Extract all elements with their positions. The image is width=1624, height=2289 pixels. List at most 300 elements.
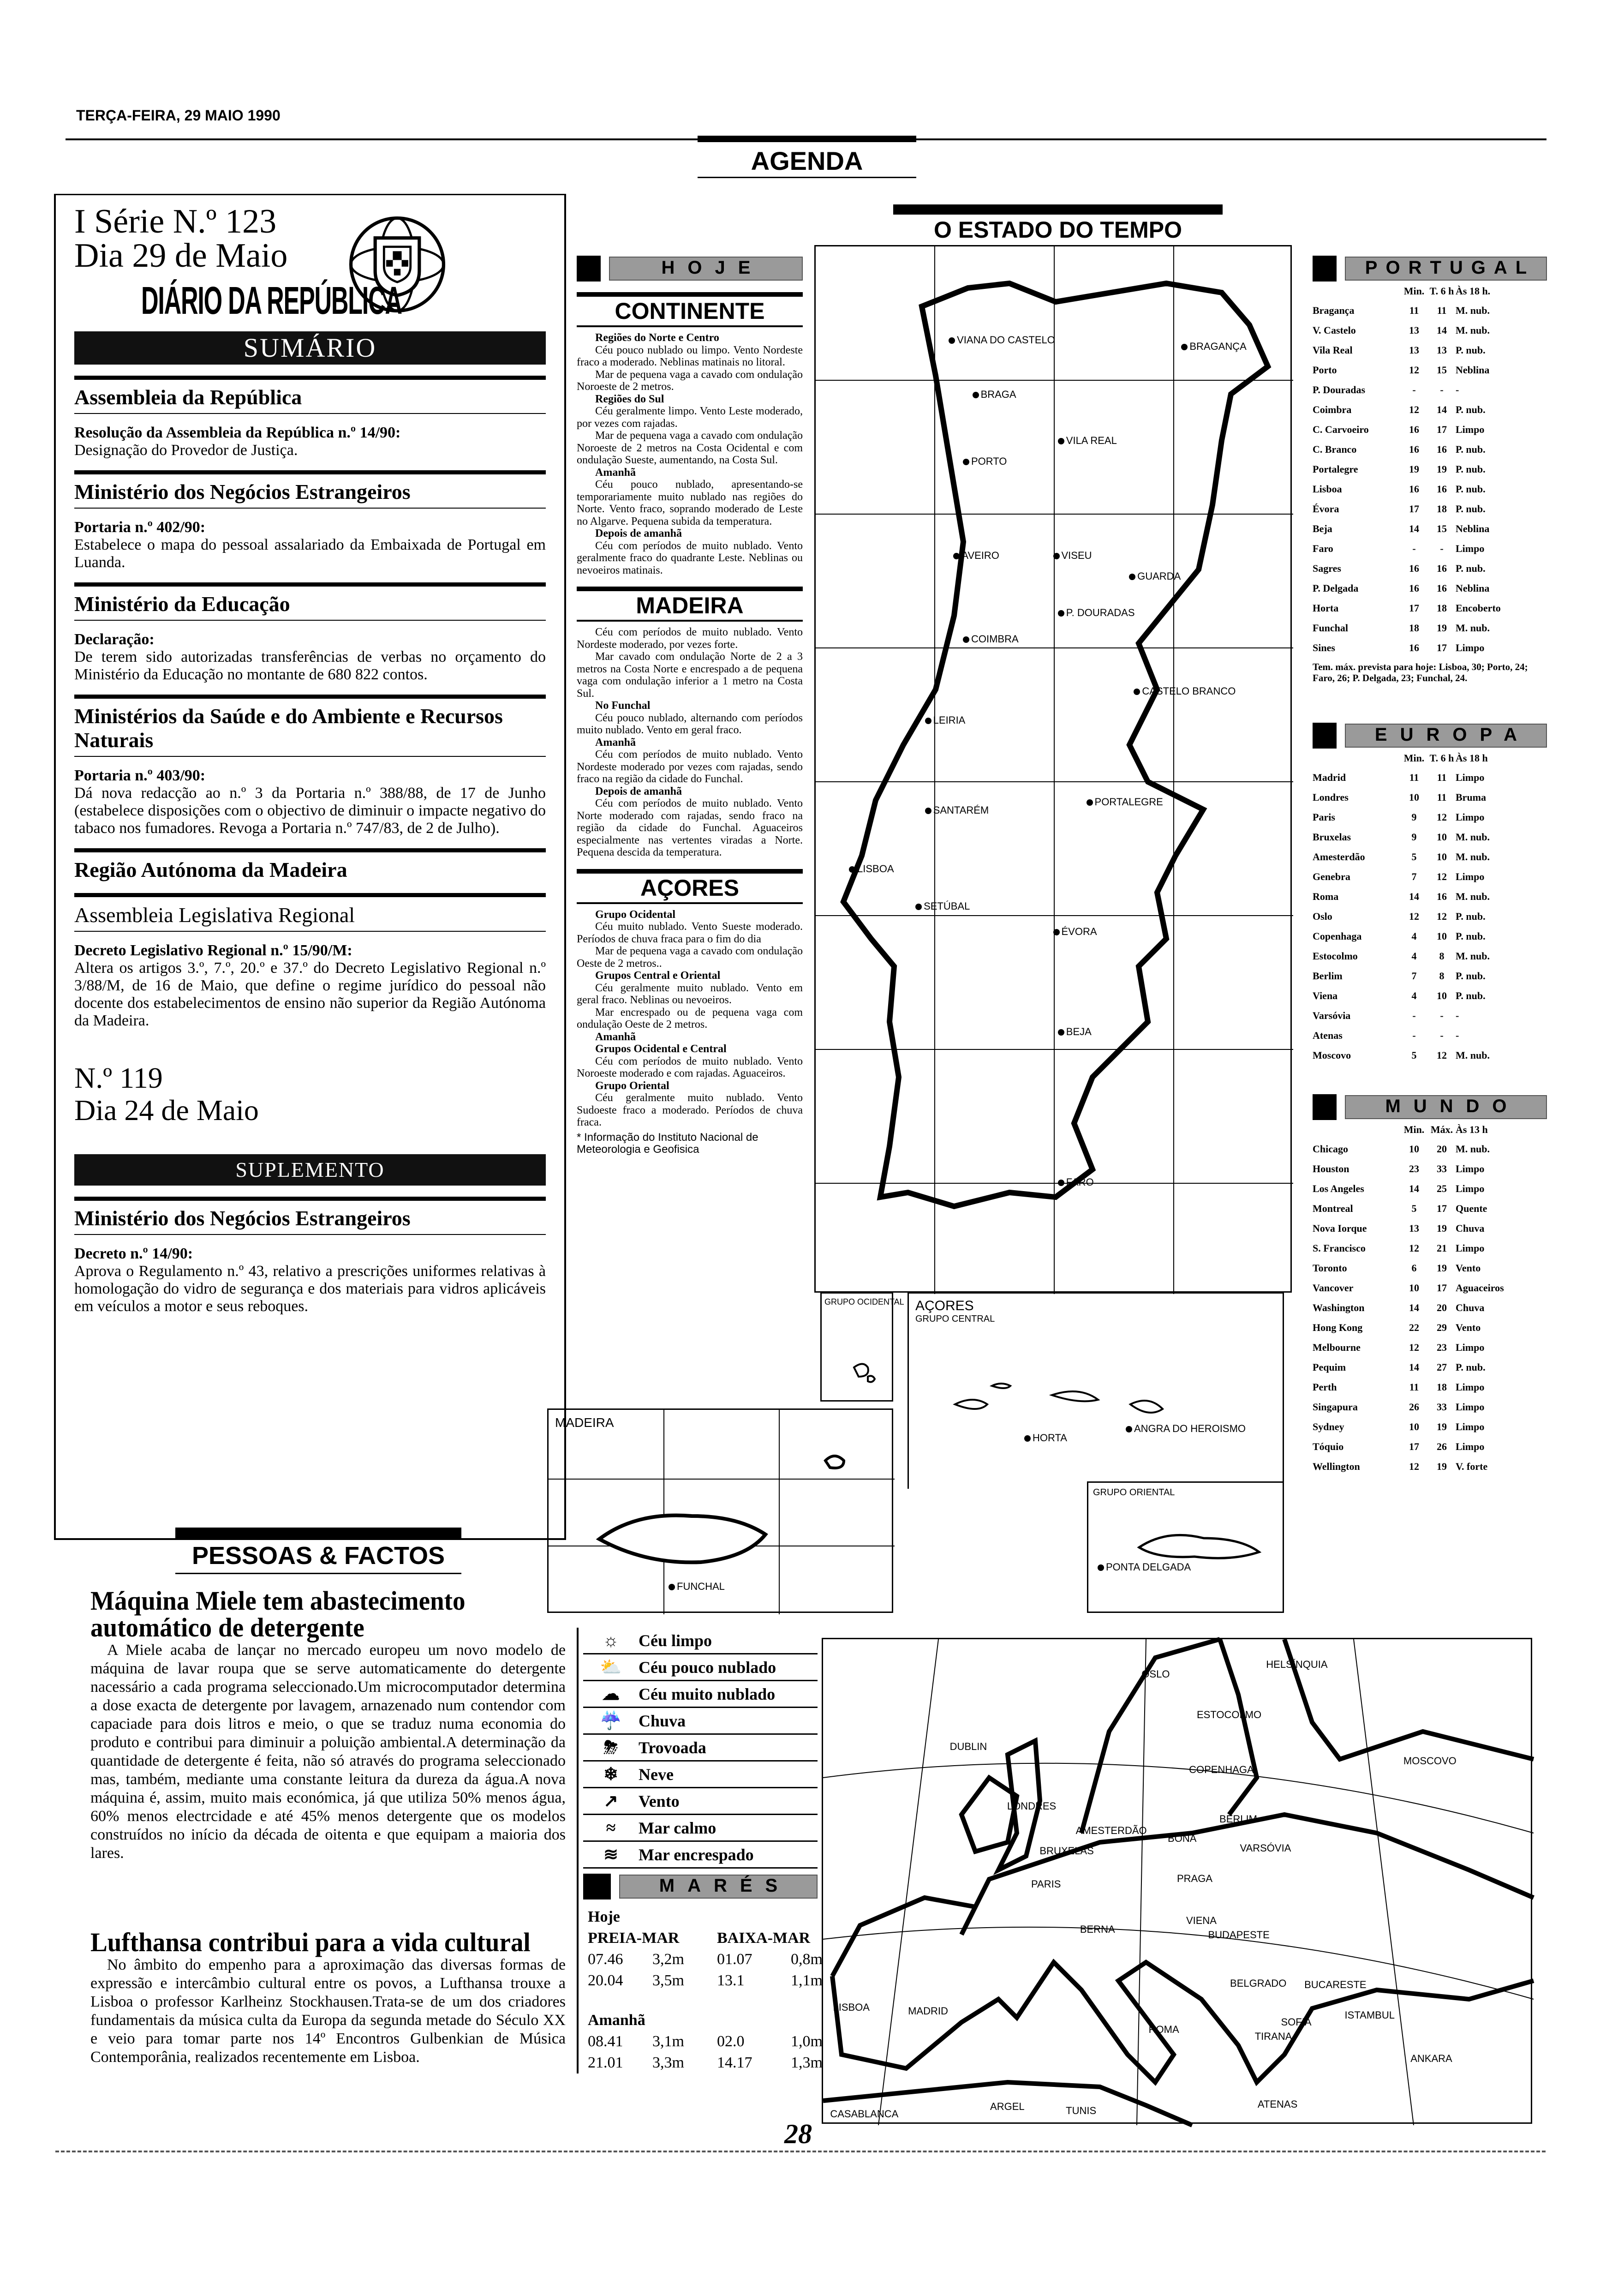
- section-subheading: Assembleia Legislativa Regional: [74, 903, 355, 927]
- condition: P. nub.: [1456, 403, 1486, 415]
- condition: P. nub.: [1456, 970, 1486, 982]
- table-row: [1313, 1397, 1547, 1417]
- city-label: SOFIA: [1281, 2016, 1312, 2028]
- temperature: 13: [1437, 344, 1447, 356]
- table-row: [1313, 926, 1547, 946]
- temperature: 19: [1437, 463, 1447, 475]
- condition: P. nub.: [1456, 562, 1486, 574]
- city-label: TUNIS: [1066, 2105, 1097, 2117]
- forecast-subheading: Grupo Oriental: [595, 1079, 669, 1092]
- temperature: 6: [1411, 1262, 1417, 1274]
- temperature: 17: [1409, 1440, 1419, 1452]
- tide-height: 3,5m: [652, 1972, 684, 1989]
- forecast-text: Mar de pequena vaga a cavado com ondulação Noroeste de 2 metros na Costa Ocidental e com ondulação Sueste, aumentando, na Costa Sul.: [577, 430, 803, 466]
- divider: [74, 620, 546, 621]
- temperature: 10: [1437, 851, 1447, 863]
- temperature: 16: [1437, 443, 1447, 455]
- city-label: MOSCOVO: [1403, 1755, 1457, 1767]
- temperature: 4: [1411, 930, 1417, 942]
- city-label: AMESTERDÃO: [1075, 1825, 1147, 1837]
- forecast-subheading: Regiões do Norte e Centro: [595, 332, 719, 344]
- temperature: -: [1412, 542, 1416, 554]
- city-label: VISEU: [1053, 550, 1092, 562]
- temperature: 26: [1409, 1401, 1419, 1413]
- temperature: 20: [1437, 1301, 1447, 1313]
- page-bottom-rule: [55, 2151, 1546, 2152]
- temperature: 17: [1409, 602, 1419, 614]
- city-label: LEIRIA: [925, 714, 966, 726]
- tide-height: 1,0m: [791, 2033, 823, 2050]
- city-name: Singapura: [1313, 1401, 1358, 1413]
- city-label: OSLO: [1141, 1668, 1170, 1680]
- city-label: P. DOURADAS: [1058, 607, 1135, 619]
- temperature: 27: [1437, 1361, 1447, 1373]
- temperature: 16: [1409, 483, 1419, 495]
- city-name: Sydney: [1313, 1420, 1344, 1432]
- item-label: Portaria n.º 402/90:: [74, 519, 206, 536]
- temperature: -: [1412, 1009, 1416, 1021]
- divider: [74, 582, 546, 587]
- city-label: BUCARESTE: [1304, 1979, 1367, 1991]
- condition: -: [1456, 383, 1459, 395]
- city-label: GUARDA: [1129, 570, 1181, 582]
- temperature: 19: [1437, 1460, 1447, 1472]
- city-name: Estocolmo: [1313, 950, 1358, 962]
- condition: -: [1456, 1009, 1459, 1021]
- temperature: 21: [1437, 1242, 1447, 1254]
- mundo-band: [1313, 1094, 1547, 1121]
- tide-height: 3,3m: [652, 2054, 684, 2071]
- table-row: [1313, 499, 1547, 519]
- city-label: ISTAMBUL: [1344, 2009, 1395, 2021]
- forecast-subheading: Grupos Central e Oriental: [595, 970, 721, 982]
- forecast-text: Céu pouco nublado ou limpo. Vento Nordeste fraco a moderado. Neblinas matinais no litoral.: [577, 344, 803, 368]
- legend-item: [583, 1654, 818, 1681]
- city-name: Horta: [1313, 602, 1339, 614]
- table-row: [1313, 360, 1547, 380]
- condition: Limpo: [1456, 1341, 1485, 1353]
- item-text: Altera os artigos 3.º, 7.º, 20.º e 37.º do Decreto Legislativo Regional n.º 3/88/M, de 16 de Maio, que define o regime jurídico do pessoal não docente dos estabelecimentos de ensino não superior da Região Autónoma da Madeira.: [74, 959, 546, 1029]
- city-name: Chicago: [1313, 1143, 1348, 1155]
- madeira-forecast: [577, 626, 803, 859]
- table-row: [1313, 1045, 1547, 1065]
- temperature: 14: [1409, 1182, 1419, 1194]
- condition: Limpo: [1456, 1162, 1485, 1174]
- temperature: 8: [1439, 950, 1445, 962]
- temperature: 19: [1437, 622, 1447, 634]
- portugal-map: [814, 245, 1292, 1293]
- legend-item: [583, 1708, 818, 1735]
- condition: Chuva: [1456, 1301, 1485, 1313]
- city-name: Londres: [1313, 791, 1349, 803]
- temperature: 11: [1437, 304, 1447, 316]
- condition: Vento: [1456, 1262, 1481, 1274]
- source-note: * Informação do Instituto Nacional de Meteorologia e Geofisica: [577, 1131, 758, 1156]
- tide-row: [588, 2031, 823, 2052]
- city-label: BRAGA: [973, 389, 1016, 401]
- temperature: 18: [1437, 1381, 1447, 1393]
- table-row: [1313, 867, 1547, 887]
- city-name: Nova Iorque: [1313, 1222, 1367, 1234]
- table-row: [1313, 1318, 1547, 1337]
- city-label: COPENHAGA: [1189, 1764, 1254, 1776]
- forecast-subheading: Amanhã: [595, 1031, 636, 1043]
- temperature: 23: [1409, 1162, 1419, 1174]
- city-label: ATENAS: [1257, 2098, 1298, 2110]
- table-row: [1313, 787, 1547, 807]
- temperature: 10: [1437, 989, 1447, 1001]
- temperature: 7: [1411, 970, 1417, 982]
- city-name: Évora: [1313, 503, 1339, 515]
- table-row: [1313, 578, 1547, 598]
- table-row: [1313, 400, 1547, 419]
- temperature: 11: [1437, 771, 1447, 783]
- table-row: [1313, 1238, 1547, 1258]
- condition: M. nub.: [1456, 950, 1490, 962]
- item-label: Portaria n.º 403/90:: [74, 767, 206, 784]
- temperature: 5: [1411, 1049, 1417, 1061]
- table-row: [1313, 558, 1547, 578]
- legend-item: [583, 1681, 818, 1708]
- city-name: C. Carvoeiro: [1313, 423, 1369, 435]
- map-label: GRUPO CENTRAL: [915, 1314, 995, 1324]
- table-row: [1313, 1377, 1547, 1397]
- temperature: 16: [1437, 483, 1447, 495]
- forecast-text: Céu com períodos de muito nublado. Vento Nordeste moderado, por vezes forte.: [577, 626, 803, 651]
- table-row: [1313, 1437, 1547, 1456]
- condition: P. nub.: [1456, 344, 1486, 356]
- temperature: 14: [1437, 403, 1447, 415]
- tide-time: 01.07: [717, 1951, 752, 1968]
- temperature: 18: [1437, 503, 1447, 515]
- tide-height: 1,3m: [791, 2054, 823, 2071]
- temperature: 9: [1411, 811, 1417, 823]
- acores-heading: AÇORES: [577, 869, 803, 904]
- city-name: Faro: [1313, 542, 1333, 554]
- forecast-subheading: Depois de amanhã: [595, 785, 682, 797]
- forecast-text: Mar de pequena vaga a cavado com ondulação Noroeste de 2 metros.: [577, 368, 803, 393]
- temperature: 14: [1437, 324, 1447, 336]
- forecast-text: Céu com períodos de muito nublado. Vento geralmente fraco do quadrante Leste. Neblinas ou nevoeiros matinais.: [577, 539, 803, 576]
- temperature: 18: [1409, 622, 1419, 634]
- city-label: TIRANA: [1254, 2031, 1292, 2043]
- section-heading: Ministério da Educação: [74, 592, 290, 616]
- temperature: 13: [1409, 344, 1419, 356]
- europa-label: EUROPA: [1345, 724, 1547, 748]
- weather-legend: [577, 1628, 823, 2073]
- legend-label: Trovoada: [639, 1738, 706, 1757]
- condition: Limpo: [1456, 1242, 1485, 1254]
- divider: [74, 1234, 546, 1235]
- city-label: CASABLANCA: [830, 2108, 899, 2120]
- europa-band: [1313, 722, 1547, 749]
- article-body: No âmbito do empenho para a aproximação das diversas formas de expressão e intercâmbio cultural entre os povos, a Lufthansa trouxe a Lisboa o professor Karlheinz Stockhausen.Trata-se de um dos criadores fundamentais da música culta da Europa da segunda metade do Século XX e veio para tomar parte nos 14º Encontros Gulbenkian de Música Contemporânia, realizados recentemente em Lisboa.: [90, 1956, 566, 2066]
- condition: Limpo: [1456, 1381, 1485, 1393]
- map-title: MADEIRA: [555, 1415, 614, 1430]
- tide-time: 14.17: [717, 2054, 752, 2071]
- item-label: Resolução da Assembleia da República n.º 14/90:: [74, 424, 401, 441]
- temperature: -: [1412, 1029, 1416, 1041]
- condition: P. nub.: [1456, 989, 1486, 1001]
- city-name: Los Angeles: [1313, 1182, 1364, 1194]
- table-row: [1313, 1218, 1547, 1238]
- divider: [74, 931, 546, 932]
- table-row: [1313, 380, 1547, 400]
- table-row: [1313, 1337, 1547, 1357]
- city-name: Houston: [1313, 1162, 1349, 1174]
- forecast-text: Céu pouco nublado, apresentando-se temporariamente muito nublado nas regiões do Norte. Vento fraco, soprando moderado de Leste no Algarve. Pequena subida da temperatura.: [577, 479, 803, 527]
- table-row: [1313, 966, 1547, 986]
- europa-table: [1313, 749, 1547, 1065]
- temperature: 16: [1409, 641, 1419, 653]
- legend-label: Céu limpo: [639, 1631, 712, 1650]
- table-row: [1313, 340, 1547, 360]
- tide-time: 08.41: [588, 2033, 623, 2050]
- item-text: Designação do Provedor de Justiça.: [74, 442, 298, 459]
- mares-band: [583, 1873, 818, 1900]
- divider: [74, 413, 546, 414]
- city-label: FARO: [1058, 1176, 1094, 1188]
- low-tide-header: BAIXA-MAR: [717, 1929, 811, 1947]
- serie-number: I Série N.º 123: [74, 203, 277, 240]
- map-grupo-oriental: [1087, 1481, 1284, 1613]
- temperature: 14: [1409, 1361, 1419, 1373]
- temperature: 14: [1409, 890, 1419, 902]
- temperature: 22: [1409, 1321, 1419, 1333]
- city-name: V. Castelo: [1313, 324, 1356, 336]
- table-row: [1313, 1417, 1547, 1437]
- condition: M. nub.: [1456, 304, 1490, 316]
- column-header: Min.: [1403, 752, 1425, 764]
- snow-icon: ❄: [603, 1765, 618, 1784]
- city-label: PORTO: [963, 455, 1007, 467]
- temperature: 17: [1437, 423, 1447, 435]
- temperature: 12: [1437, 910, 1447, 922]
- city-label: MADRID: [908, 2005, 948, 2017]
- column-header: T. 6 h: [1429, 752, 1454, 764]
- city-name: Wellington: [1313, 1460, 1360, 1472]
- table-row: [1313, 519, 1547, 539]
- condition: Chuva: [1456, 1222, 1485, 1234]
- forecast-text: Céu geralmente limpo. Vento Leste moderado, por vezes com rajadas.: [577, 405, 803, 430]
- condition: Neblina: [1456, 582, 1490, 594]
- city-label: PRAGA: [1177, 1872, 1213, 1884]
- acores-forecast: [577, 909, 803, 1129]
- temperature: 25: [1437, 1182, 1447, 1194]
- condition: P. nub.: [1456, 463, 1486, 475]
- forecast-subheading: Amanhã: [595, 466, 636, 479]
- divider: [74, 470, 546, 474]
- condition: Bruma: [1456, 791, 1486, 803]
- forecast-subheading: No Funchal: [595, 700, 651, 712]
- temperature: 12: [1409, 910, 1419, 922]
- tide-table: [583, 1906, 823, 2073]
- section-heading: Assembleia da República: [74, 385, 302, 409]
- article-miele: [90, 1588, 566, 1863]
- city-label: VIANA DO CASTELO: [949, 334, 1055, 346]
- sun-icon: ☼: [603, 1630, 619, 1650]
- city-label: AVEIRO: [953, 550, 999, 562]
- temperature: -: [1440, 383, 1444, 395]
- city-angra: ANGRA DO HEROISMO: [1126, 1423, 1246, 1435]
- temperature: 5: [1411, 851, 1417, 863]
- city-name: Portalegre: [1313, 463, 1358, 475]
- supplement-label: Decreto n.º 14/90:: [74, 1245, 193, 1262]
- condition: M. nub.: [1456, 1049, 1490, 1061]
- portugal-label: PORTUGAL: [1345, 257, 1547, 281]
- condition: Quente: [1456, 1202, 1487, 1214]
- temperature: 17: [1437, 1282, 1447, 1294]
- condition: Aguaceiros: [1456, 1282, 1504, 1294]
- table-row: [1313, 1025, 1547, 1045]
- temperature: 16: [1409, 562, 1419, 574]
- table-row: [1313, 1159, 1547, 1179]
- condition: P. nub.: [1456, 910, 1486, 922]
- tide-height: 3,2m: [652, 1951, 684, 1968]
- temperature: 17: [1437, 1202, 1447, 1214]
- city-name: Funchal: [1313, 622, 1349, 634]
- item-text: Dá nova redacção ao n.º 3 da Portaria n.º 388/88, de 17 de Junho (estabelece disposições com o objectivo de diminuir o impacte negativo do tabaco nos fumadores. Revoga a Portaria n.º 747/83, de 2 de Julho).: [74, 785, 546, 837]
- temperature: 11: [1437, 791, 1447, 803]
- rain-icon: ☔: [600, 1711, 622, 1731]
- tide-height: 0,8m: [791, 1951, 823, 1968]
- supplement-date: Dia 24 de Maio: [74, 1094, 259, 1127]
- europa-table-section: [1313, 722, 1547, 1065]
- table-header-row: [1313, 749, 1547, 767]
- city-name: Amesterdão: [1313, 851, 1365, 863]
- table-row: [1313, 1198, 1547, 1218]
- table-row: [1313, 598, 1547, 618]
- sumario-bar: SUMÁRIO: [74, 331, 546, 365]
- tide-time: 20.04: [588, 1972, 623, 1989]
- temperature: -: [1440, 1009, 1444, 1021]
- temperature: 33: [1437, 1162, 1447, 1174]
- city-name: Bruxelas: [1313, 831, 1351, 843]
- city-name: P. Douradas: [1313, 383, 1366, 395]
- city-label: PORTALEGRE: [1087, 796, 1163, 808]
- table-row: [1313, 946, 1547, 966]
- condition: Limpo: [1456, 1420, 1485, 1432]
- supplement-text: Aprova o Regulamento n.º 43, relativo a prescrições uniformes relativas à homologação do vidro de segurança e dos materiais para vidros aplicáveis em veículos a motor e seus reboques.: [74, 1263, 546, 1315]
- header-cell: [1313, 1121, 1400, 1139]
- city-funchal: FUNCHAL: [669, 1581, 725, 1593]
- temperature: -: [1412, 383, 1416, 395]
- legend-label: Chuva: [639, 1711, 686, 1730]
- forecast-text: Mar encrespado ou de pequena vaga com ondulação Oeste de 2 metros.: [577, 1006, 803, 1031]
- forecast-text: Céu com períodos de muito nublado. Vento Norte moderado com rajadas, sendo fraco na região da cidade do Funchal. Aguaceiros especialmente nas vertentes viradas a Norte. Pequena descida da temperatura.: [577, 797, 803, 858]
- city-label: SANTARÉM: [925, 804, 989, 816]
- city-name: Madrid: [1313, 771, 1346, 783]
- temperature: 10: [1437, 930, 1447, 942]
- hoje-label: HOJE: [609, 257, 803, 281]
- city-label: BERLIM: [1219, 1813, 1257, 1825]
- city-name: Montreal: [1313, 1202, 1353, 1214]
- city-ponta-delgada: PONTA DELGADA: [1098, 1561, 1191, 1573]
- tide-tomorrow-label: Amanhã: [588, 2012, 645, 2029]
- temperature: 5: [1411, 1202, 1417, 1214]
- city-name: Varsóvia: [1313, 1009, 1351, 1021]
- table-row: [1313, 320, 1547, 340]
- continente-heading: CONTINENTE: [577, 292, 803, 327]
- max-temp-note: Tem. máx. prevista para hoje: Lisboa, 30; Porto, 24; Faro, 26; P. Delgada, 23; Funchal, 24.: [1313, 661, 1528, 683]
- forecast-subheading: Regiões do Sul: [595, 393, 664, 405]
- city-label: PARIS: [1031, 1878, 1061, 1890]
- mundo-label: MUNDO: [1345, 1095, 1547, 1119]
- forecast-subheading: Amanhã: [595, 736, 636, 749]
- legend-item: [583, 1815, 818, 1842]
- tide-row: [588, 1970, 823, 1991]
- city-label: ÉVORA: [1053, 926, 1097, 938]
- column-header: Às 18 h.: [1456, 285, 1491, 297]
- city-name: Genebra: [1313, 870, 1350, 882]
- column-header: Min.: [1403, 1124, 1425, 1135]
- temperature: 16: [1437, 582, 1447, 594]
- temperature: 12: [1437, 1049, 1447, 1061]
- condition: -: [1456, 1029, 1459, 1041]
- forecast-text: Céu pouco nublado, alternando com períodos muito nublado. Vento em geral fraco.: [577, 712, 803, 736]
- thunderstorm-icon: ⛈: [603, 1738, 618, 1757]
- city-name: Copenhaga: [1313, 930, 1362, 942]
- temperature: 19: [1437, 1420, 1447, 1432]
- condition: Encoberto: [1456, 602, 1501, 614]
- condition: P. nub.: [1456, 503, 1486, 515]
- issue-date: Dia 29 de Maio: [74, 237, 288, 275]
- table-row: [1313, 906, 1547, 926]
- condition: Neblina: [1456, 364, 1490, 376]
- city-label: LISBOA: [833, 2001, 870, 2013]
- city-name: Viena: [1313, 989, 1338, 1001]
- city-name: Melbourne: [1313, 1341, 1361, 1353]
- condition: Limpo: [1456, 1182, 1485, 1194]
- city-name: C. Branco: [1313, 443, 1357, 455]
- hoje-band: [577, 255, 803, 282]
- city-name: Berlim: [1313, 970, 1343, 982]
- city-name: Coimbra: [1313, 403, 1352, 415]
- temperature: 12: [1409, 364, 1419, 376]
- city-name: Sagres: [1313, 562, 1341, 574]
- table-row: [1313, 459, 1547, 479]
- continente-forecast: [577, 332, 803, 576]
- table-row: [1313, 847, 1547, 867]
- temperature: -: [1440, 542, 1444, 554]
- condition: P. nub.: [1456, 1361, 1486, 1373]
- city-label: BRUXELAS: [1039, 1845, 1094, 1857]
- legend-item: [583, 1842, 818, 1869]
- city-name: Paris: [1313, 811, 1335, 823]
- page-number: 28: [784, 2119, 812, 2149]
- legend-label: Céu muito nublado: [639, 1684, 776, 1703]
- forecast-subheading: Grupos Ocidental e Central: [595, 1043, 727, 1055]
- city-label: VILA REAL: [1058, 435, 1117, 447]
- city-label: HELSÍNQUIA: [1266, 1658, 1328, 1670]
- city-label: CASTELO BRANCO: [1134, 685, 1236, 697]
- header-cell: [1313, 282, 1400, 300]
- article-lufthansa: [90, 1929, 566, 2067]
- city-name: Atenas: [1313, 1029, 1343, 1041]
- divider: [74, 695, 546, 699]
- city-label: LISBOA: [849, 863, 894, 875]
- temperature: 4: [1411, 989, 1417, 1001]
- mundo-table-section: [1313, 1094, 1547, 1476]
- table-row: [1313, 1278, 1547, 1298]
- column-header: Máx.: [1430, 1124, 1453, 1135]
- temperature: 15: [1437, 364, 1447, 376]
- table-row: [1313, 827, 1547, 847]
- cloud-icon: ☁: [602, 1684, 620, 1704]
- table-row: [1313, 539, 1547, 558]
- city-name: Beja: [1313, 522, 1332, 534]
- temperature: 16: [1437, 890, 1447, 902]
